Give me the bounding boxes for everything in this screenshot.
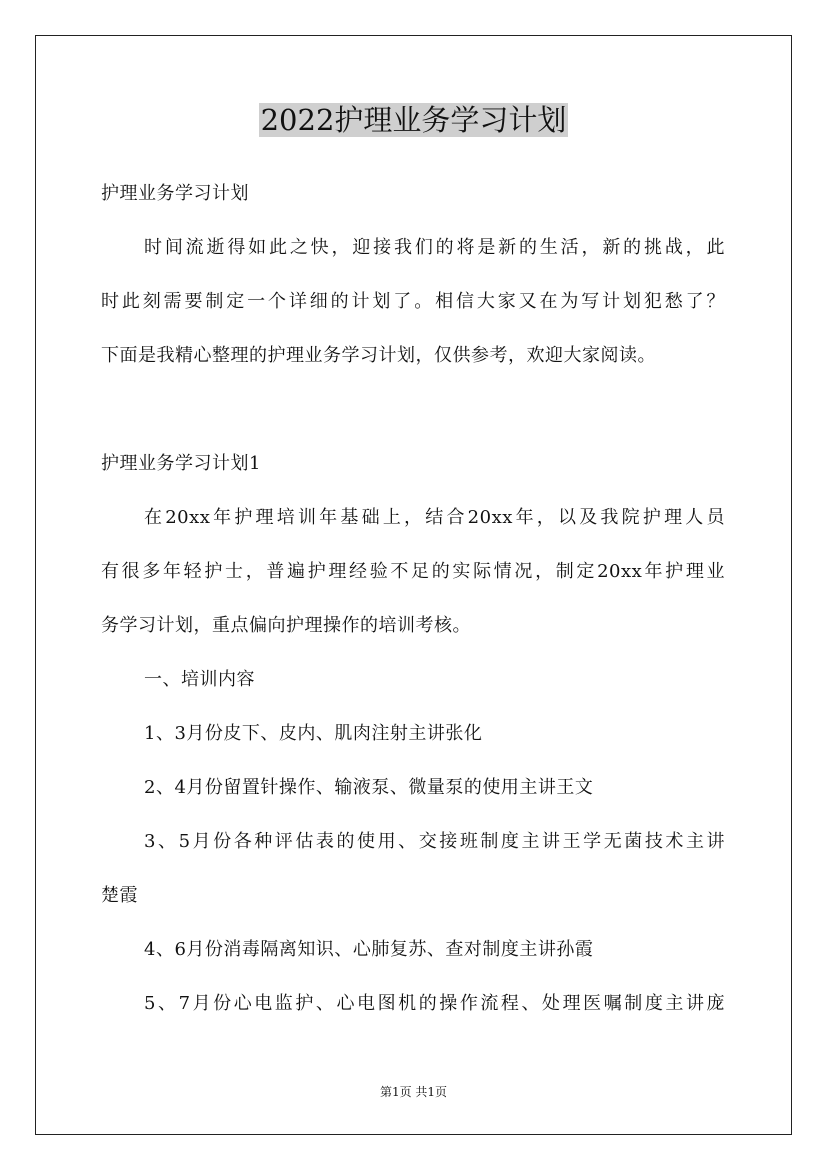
para-line-2: 有很多年轻护士，普遍护理经验不足的实际情况，制定20xx年护理业 <box>101 561 725 582</box>
para-line-3: 务学习计划，重点偏向护理操作的培训考核。 <box>101 615 471 636</box>
page-footer: 第1页 共1页 <box>379 1085 448 1099</box>
title-text: 2022护理业务学习计划 <box>260 103 567 137</box>
document-title <box>0 98 827 142</box>
para-line-1: 在20xx年护理培训年基础上，结合20xx年，以及我院护理人员 <box>144 507 725 528</box>
heading-plan: 护理业务学习计划 <box>101 183 249 204</box>
heading-plan-1: 护理业务学习计划1 <box>101 453 261 474</box>
list-item: 4、6月份消毒隔离知识、心肺复苏、查对制度主讲孙霞 <box>144 939 594 960</box>
intro-line-1: 时间流逝得如此之快，迎接我们的将是新的生活，新的挑战，此 <box>144 237 725 258</box>
list-item: 3、5月份各种评估表的使用、交接班制度主讲王学无菌技术主讲 <box>144 831 725 852</box>
intro-line-2: 时此刻需要制定一个详细的计划了。相信大家又在为写计划犯愁了？ <box>101 291 725 312</box>
list-item: 5、7月份心电监护、心电图机的操作流程、处理医嘱制度主讲庞 <box>144 993 725 1014</box>
list-item: 2、4月份留置针操作、输液泵、微量泵的使用主讲王文 <box>144 777 594 798</box>
intro-line-3: 下面是我精心整理的护理业务学习计划，仅供参考，欢迎大家阅读。 <box>101 345 656 366</box>
list-item-continuation: 楚霞 <box>101 885 138 906</box>
list-item: 1、3月份皮下、皮内、肌肉注射主讲张化 <box>144 723 483 744</box>
section-heading: 一、培训内容 <box>144 669 255 690</box>
